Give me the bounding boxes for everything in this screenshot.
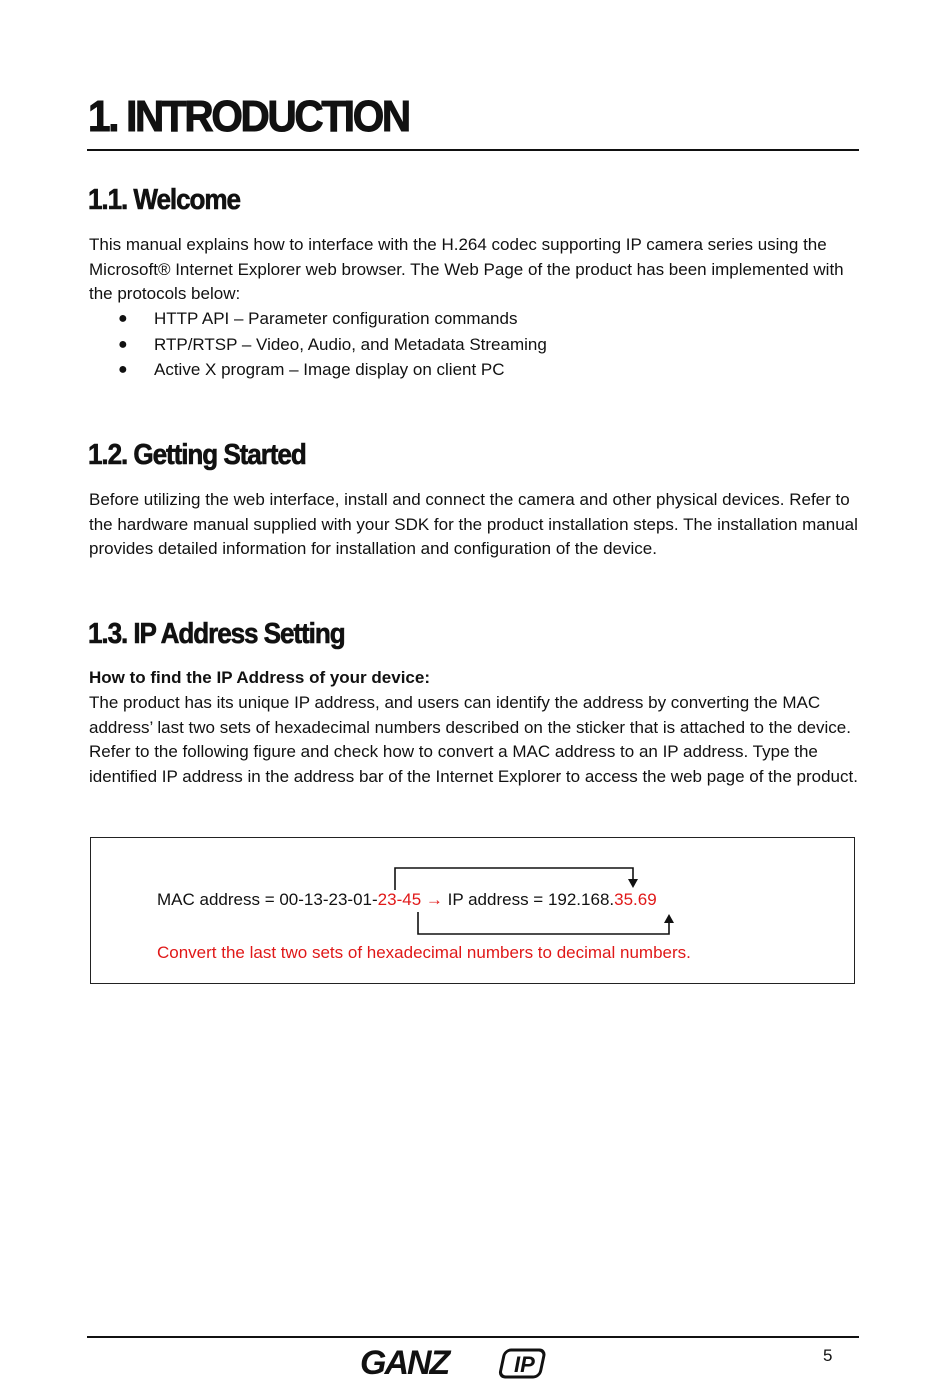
arrow-right-icon: → bbox=[425, 890, 443, 909]
chapter-divider bbox=[87, 149, 859, 151]
bullet-icon: ● bbox=[118, 310, 128, 327]
bullet-icon: ● bbox=[118, 335, 128, 353]
list-item: ● RTP/RTSP – Video, Audio, and Metadata Streaming bbox=[118, 332, 547, 358]
ip-paragraph: The product has its unique IP address, and users can identify the address by converting the MAC address’ last two sets of hexadecimal numbers described on the sticker that is attached to the device. Refer to the following figure and check how to convert a MAC address to an IP address. Type the identified IP address in the address bar of the Internet Explorer to access the web page of the product. bbox=[89, 693, 858, 786]
list-item: ● Active X program – Image display on client PC bbox=[118, 357, 547, 383]
mac-hex-a: 23 bbox=[377, 890, 397, 909]
chapter-title: 1. INTRODUCTION bbox=[88, 92, 409, 141]
bullet-icon: ● bbox=[118, 361, 128, 378]
section-heading-getting-started: 1.2. Getting Started bbox=[88, 439, 306, 471]
list-item: ● HTTP API – Parameter configuration commands bbox=[118, 306, 547, 332]
welcome-paragraph: This manual explains how to interface with the H.264 codec supporting IP camera series using the Microsoft® Internet Explorer web browser. The Web Page of the product has been implemented with the protocols below: bbox=[89, 235, 844, 303]
footer-divider bbox=[87, 1336, 859, 1338]
protocol-list bbox=[118, 306, 547, 383]
mac-hex-b: 45 bbox=[402, 890, 422, 909]
ganz-ip-logo bbox=[358, 1341, 558, 1385]
page-number: 5 bbox=[823, 1346, 833, 1365]
svg-text:GANZ: GANZ bbox=[360, 1344, 449, 1382]
ip-dec-b: 69 bbox=[637, 890, 657, 909]
mac-conversion-line: MAC address = 00-13-23-01-23-45 → IP address = 192.168.35.69 bbox=[157, 890, 657, 909]
svg-text:IP: IP bbox=[514, 1352, 535, 1377]
conversion-note: Convert the last two sets of hexadecimal numbers to decimal numbers. bbox=[157, 943, 691, 962]
section-heading-welcome: 1.1. Welcome bbox=[88, 184, 240, 216]
section-heading-ip-address: 1.3. IP Address Setting bbox=[88, 618, 345, 650]
ip-lead: How to find the IP Address of your device: bbox=[89, 668, 430, 687]
ip-dec-a: 35 bbox=[614, 890, 634, 909]
getting-started-paragraph: Before utilizing the web interface, install and connect the camera and other physical devices. Refer to the hardware manual supplied with your SDK for the product installation steps. The installation manual provides detailed information for installation and configuration of the device. bbox=[89, 490, 858, 558]
